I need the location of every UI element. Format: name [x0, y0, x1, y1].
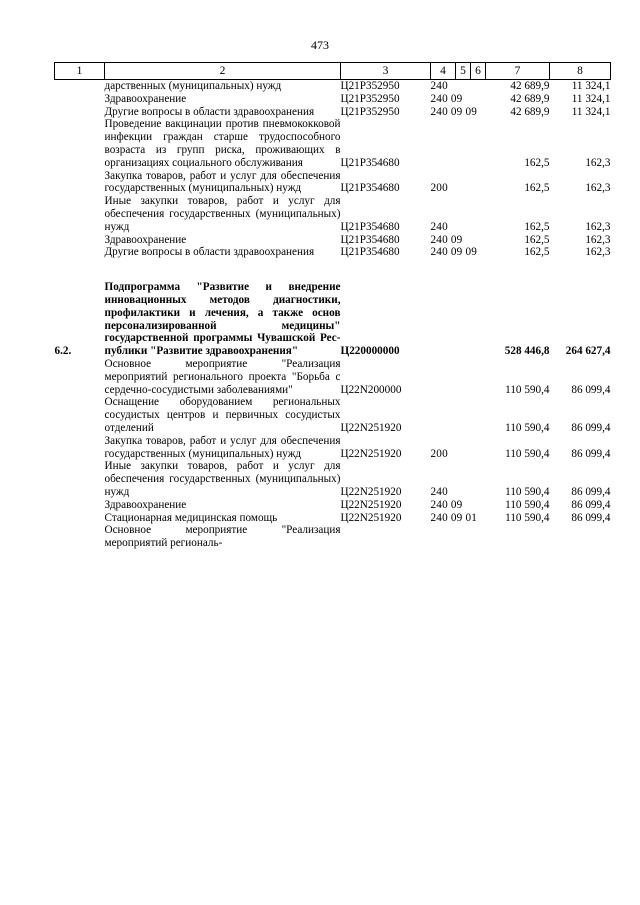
target-code-cell: Ц21Р352950 — [340, 105, 400, 118]
row-number-cell — [55, 358, 105, 396]
amount-col7-cell: 42 689,9 — [510, 105, 550, 118]
target-code-cell: Ц22N251920 — [340, 485, 402, 498]
column-header: 5 — [456, 63, 471, 80]
target-code-cell: Ц22N251920 — [340, 511, 402, 524]
row-number-cell — [55, 396, 105, 434]
classification-cell: 240 — [430, 485, 448, 498]
amount-col8-cell: 162,3 — [585, 246, 611, 259]
table-row — [55, 118, 611, 169]
amount-col8-cell: 162,3 — [585, 233, 611, 246]
column-header: 4 — [431, 63, 456, 80]
row-number-cell — [55, 246, 105, 259]
amount-col8-cell: 86 099,4 — [571, 485, 611, 498]
amount-col7-cell: 110 590,4 — [505, 498, 550, 511]
item-name-cell: Здравоохранение — [104, 498, 187, 511]
amount-col7-cell: 162,5 — [524, 233, 550, 246]
amount-col7-cell: 528 446,8 — [504, 345, 550, 358]
item-name-cell: Стационарная медицинская помощь — [104, 511, 278, 524]
table-row — [55, 499, 611, 512]
table-row — [55, 396, 611, 434]
item-name-cell: Проведение вакцинации против пневмококковой инфекции граждан старше трудоспособного возраста из групп риска, проживающих в организациях социального обслуживания — [104, 118, 341, 169]
column-header: 6 — [471, 63, 486, 80]
target-code-cell: Ц21Р354680 — [340, 246, 400, 259]
classification-cell: 240 09 — [430, 498, 463, 511]
amount-col7-cell: 110 590,4 — [505, 447, 550, 460]
target-code-cell: Ц22N200000 — [340, 383, 402, 396]
amount-col7-cell: 110 590,4 — [505, 421, 550, 434]
target-code-cell: Ц21Р352950 — [340, 92, 400, 105]
classification-cell: 240 09 01 — [430, 511, 478, 524]
budget-table — [54, 62, 611, 550]
amount-col8-cell: 11 324,1 — [571, 105, 611, 118]
classification-cell — [431, 524, 486, 550]
table-row — [55, 106, 611, 119]
row-number-cell — [55, 93, 105, 106]
amount-col7-cell: 162,5 — [524, 182, 550, 195]
amount-col7-cell: 110 590,4 — [505, 383, 550, 396]
row-number-cell — [55, 435, 105, 461]
classification-cell: 240 09 09 — [430, 246, 478, 259]
item-name-cell: Здравоохранение — [104, 92, 187, 105]
table-row — [55, 435, 611, 461]
page-number: 473 — [311, 38, 329, 52]
target-code-cell: Ц21Р354680 — [340, 156, 400, 169]
column-header: 1 — [55, 63, 105, 80]
amount-col7-cell: 162,5 — [524, 220, 550, 233]
header-row — [55, 63, 611, 80]
amount-col8-cell — [550, 524, 611, 550]
row-number-cell: 6.2. — [54, 345, 72, 358]
amount-col8-cell: 11 324,1 — [571, 80, 611, 92]
spacer-row — [55, 259, 611, 281]
row-number-cell — [55, 80, 105, 93]
table-row — [55, 195, 611, 233]
row-number-cell — [55, 195, 105, 233]
classification-cell: 240 09 — [430, 233, 463, 246]
item-name-cell: Основное мероприятие "Реализация мероприятий региональ- — [104, 524, 341, 550]
classification-cell — [431, 358, 486, 396]
amount-col8-cell: 86 099,4 — [571, 498, 611, 511]
item-name-cell: Другие вопросы в области здравоохранения — [104, 246, 315, 259]
item-name-cell: Здравоохранение — [104, 233, 187, 246]
amount-col8-cell: 86 099,4 — [571, 447, 611, 460]
amount-col7-cell: 162,5 — [524, 246, 550, 259]
classification-cell — [431, 118, 486, 169]
amount-col7-cell — [486, 524, 550, 550]
table-row — [55, 80, 611, 93]
classification-cell: 240 — [430, 80, 448, 92]
classification-cell: 240 09 — [430, 92, 463, 105]
classification-cell: 200 — [430, 447, 448, 460]
column-header: 3 — [341, 63, 431, 80]
target-code-cell — [341, 524, 431, 550]
row-number-cell — [55, 234, 105, 247]
item-name-cell: Закупка товаров, работ и услуг для обеспечения государственных (муниципальных) нужд — [104, 434, 341, 460]
item-name-cell: Иные закупки товаров, работ и услуг для обеспечения государственных (муниципальных) нужд — [104, 460, 341, 498]
table-row — [55, 170, 611, 196]
target-code-cell: Ц21Р354680 — [340, 233, 400, 246]
amount-col8-cell: 264 627,4 — [565, 345, 611, 358]
table-row — [55, 358, 611, 396]
column-header: 7 — [486, 63, 550, 80]
amount-col8-cell: 162,3 — [585, 220, 611, 233]
target-code-cell: Ц22N251920 — [340, 498, 402, 511]
amount-col8-cell: 86 099,4 — [571, 383, 611, 396]
item-name-cell: дарственных (муниципальных) нужд — [104, 80, 282, 92]
amount-col8-cell: 162,3 — [585, 182, 611, 195]
row-number-cell — [55, 460, 105, 498]
row-number-cell — [55, 499, 105, 512]
target-code-cell: Ц220000000 — [340, 345, 400, 358]
amount-col8-cell: 11 324,1 — [571, 92, 611, 105]
item-name-cell: Другие вопросы в области здравоохранения — [104, 105, 315, 118]
item-name-cell: Основное мероприятие "Реализация мероприятий регионального проекта "Борьба с сердечно-сосудистыми заболеваниями" — [104, 357, 341, 396]
item-name-cell: Подпрограмма "Развитие и внедрение инновационных методов диагностики, профилактики и лечения, а также основ персонализированной медицины" государственной программы Чувашской Республики "Развитие здравоохранения" — [104, 281, 341, 358]
item-name-cell: Закупка товаров, работ и услуг для обеспечения государственных (муниципальных) нужд — [104, 169, 341, 195]
classification-cell — [431, 281, 486, 358]
row-number-cell — [55, 106, 105, 119]
classification-cell: 240 09 09 — [430, 105, 478, 118]
table-row — [55, 234, 611, 247]
table-row — [55, 524, 611, 550]
table-row — [55, 460, 611, 498]
row-number-cell — [55, 512, 105, 525]
classification-cell: 240 — [430, 220, 448, 233]
row-number-cell — [55, 170, 105, 196]
amount-col8-cell: 162,3 — [585, 156, 611, 169]
target-code-cell: Ц22N251920 — [340, 421, 402, 434]
column-header: 2 — [105, 63, 341, 80]
target-code-cell: Ц22N251920 — [340, 447, 402, 460]
amount-col8-cell: 86 099,4 — [571, 511, 611, 524]
amount-col7-cell: 162,5 — [524, 156, 550, 169]
table-row — [55, 281, 611, 358]
row-number-cell — [55, 118, 105, 169]
column-header: 8 — [550, 63, 611, 80]
target-code-cell: Ц21Р354680 — [340, 220, 400, 233]
table-row — [55, 93, 611, 106]
amount-col7-cell: 42 689,9 — [510, 92, 550, 105]
target-code-cell: Ц21Р354680 — [340, 182, 400, 195]
table-row — [55, 246, 611, 259]
row-number-cell — [55, 524, 105, 550]
spacer-cell — [55, 259, 611, 281]
item-name-cell: Оснащение оборудованием региональных сосудистых центров и первичных сосудистых отделений — [104, 396, 341, 434]
item-name-cell: Иные закупки товаров, работ и услуг для обеспечения государственных (муниципальных) нужд — [104, 195, 341, 233]
target-code-cell: Ц21Р352950 — [340, 80, 400, 92]
amount-col8-cell: 86 099,4 — [571, 421, 611, 434]
classification-cell — [431, 396, 486, 434]
classification-cell: 200 — [430, 182, 448, 195]
amount-col7-cell: 110 590,4 — [505, 485, 550, 498]
amount-col7-cell: 42 689,9 — [510, 80, 550, 92]
table-row — [55, 512, 611, 525]
amount-col7-cell: 110 590,4 — [505, 511, 550, 524]
